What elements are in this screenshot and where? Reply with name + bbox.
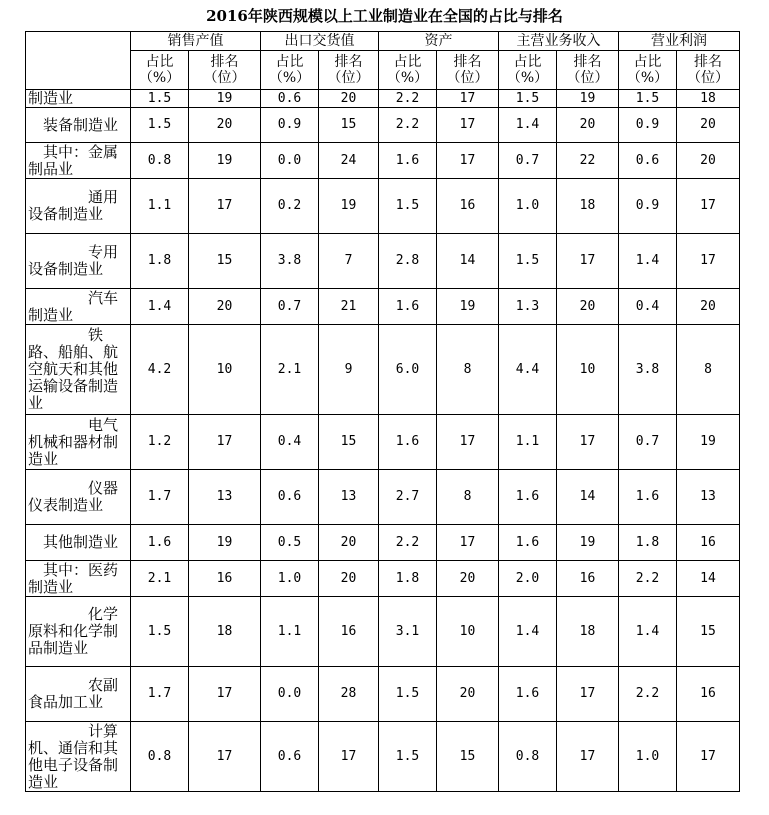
rank-cell: 17 bbox=[677, 234, 740, 289]
rank-cell: 16 bbox=[437, 179, 499, 234]
rank-cell: 17 bbox=[189, 179, 261, 234]
share-header bbox=[619, 51, 677, 90]
rank-cell: 19 bbox=[189, 525, 261, 561]
rank-cell: 16 bbox=[677, 667, 740, 722]
rank-cell: 8 bbox=[437, 325, 499, 415]
rank-cell: 28 bbox=[319, 667, 379, 722]
rank-cell: 18 bbox=[557, 179, 619, 234]
rank-cell: 19 bbox=[557, 90, 619, 108]
share-cell: 1.4 bbox=[619, 234, 677, 289]
row-label: 汽车制造业 bbox=[26, 289, 131, 325]
rank-cell: 16 bbox=[677, 525, 740, 561]
share-cell: 0.9 bbox=[619, 179, 677, 234]
share-cell: 2.2 bbox=[619, 561, 677, 597]
share-cell: 0.7 bbox=[499, 143, 557, 179]
rank-cell: 20 bbox=[557, 289, 619, 325]
rank-cell: 16 bbox=[189, 561, 261, 597]
table-row bbox=[26, 415, 740, 470]
share-cell: 1.5 bbox=[379, 722, 437, 792]
share-cell: 1.7 bbox=[131, 667, 189, 722]
table-row bbox=[26, 597, 740, 667]
rank-cell: 17 bbox=[557, 722, 619, 792]
share-header bbox=[131, 51, 189, 90]
share-cell: 1.6 bbox=[619, 470, 677, 525]
rank-cell: 10 bbox=[437, 597, 499, 667]
share-cell: 0.0 bbox=[261, 667, 319, 722]
group-header: 销售产值 bbox=[131, 32, 261, 51]
rank-cell: 19 bbox=[189, 90, 261, 108]
table-row bbox=[26, 234, 740, 289]
rank-cell: 17 bbox=[557, 415, 619, 470]
share-cell: 1.8 bbox=[379, 561, 437, 597]
rank-cell: 18 bbox=[189, 597, 261, 667]
share-cell: 1.5 bbox=[499, 90, 557, 108]
header-label: 排名 bbox=[694, 54, 722, 70]
header-label: （%） bbox=[626, 70, 669, 86]
rank-cell: 14 bbox=[677, 561, 740, 597]
share-cell: 2.1 bbox=[131, 561, 189, 597]
share-cell: 1.5 bbox=[131, 108, 189, 143]
share-cell: 1.5 bbox=[379, 667, 437, 722]
rank-cell: 14 bbox=[557, 470, 619, 525]
rank-cell: 13 bbox=[319, 470, 379, 525]
share-cell: 1.5 bbox=[499, 234, 557, 289]
share-cell: 1.6 bbox=[379, 415, 437, 470]
rank-cell: 15 bbox=[677, 597, 740, 667]
share-cell: 1.6 bbox=[499, 667, 557, 722]
share-cell: 1.4 bbox=[499, 597, 557, 667]
share-cell: 2.2 bbox=[619, 667, 677, 722]
table-row bbox=[26, 325, 740, 415]
share-cell: 1.5 bbox=[619, 90, 677, 108]
header-label: （位） bbox=[446, 70, 489, 86]
header-label: （位） bbox=[566, 70, 609, 86]
share-cell: 2.0 bbox=[499, 561, 557, 597]
row-label: 制造业 bbox=[26, 90, 131, 108]
row-label: 电气机械和器材制造业 bbox=[26, 415, 131, 470]
rank-cell: 15 bbox=[319, 108, 379, 143]
share-cell: 2.2 bbox=[379, 90, 437, 108]
table-row bbox=[26, 179, 740, 234]
share-cell: 2.2 bbox=[379, 525, 437, 561]
share-cell: 1.4 bbox=[499, 108, 557, 143]
header-label: （%） bbox=[506, 70, 549, 86]
share-cell: 1.0 bbox=[261, 561, 319, 597]
rank-header bbox=[557, 51, 619, 90]
row-label: 其他制造业 bbox=[26, 525, 131, 561]
table-row bbox=[26, 108, 740, 143]
rank-cell: 13 bbox=[677, 470, 740, 525]
table-row bbox=[26, 143, 740, 179]
share-cell: 1.0 bbox=[499, 179, 557, 234]
rank-cell: 18 bbox=[557, 597, 619, 667]
share-cell: 1.1 bbox=[131, 179, 189, 234]
header-label: 排名 bbox=[573, 54, 602, 70]
rank-cell: 20 bbox=[677, 108, 740, 143]
rank-cell: 17 bbox=[677, 722, 740, 792]
header-label: 占比 bbox=[275, 54, 304, 70]
rank-cell: 14 bbox=[437, 234, 499, 289]
rank-cell: 18 bbox=[677, 90, 740, 108]
group-header: 出口交货值 bbox=[261, 32, 379, 51]
rank-cell: 17 bbox=[557, 234, 619, 289]
rank-cell: 24 bbox=[319, 143, 379, 179]
row-label: 铁路、船舶、航空航天和其他运输设备制造业 bbox=[26, 325, 131, 415]
share-cell: 2.2 bbox=[379, 108, 437, 143]
share-cell: 1.8 bbox=[131, 234, 189, 289]
header-label: （位） bbox=[327, 70, 370, 86]
share-cell: 1.6 bbox=[499, 470, 557, 525]
rank-cell: 19 bbox=[557, 525, 619, 561]
share-cell: 0.6 bbox=[619, 143, 677, 179]
share-header bbox=[499, 51, 557, 90]
header-label: （位） bbox=[687, 70, 729, 86]
table-body bbox=[26, 90, 740, 792]
table-row bbox=[26, 470, 740, 525]
share-cell: 1.1 bbox=[499, 415, 557, 470]
share-cell: 0.8 bbox=[499, 722, 557, 792]
row-label: 仪器仪表制造业 bbox=[26, 470, 131, 525]
rank-header bbox=[319, 51, 379, 90]
share-cell: 2.1 bbox=[261, 325, 319, 415]
row-label: 专用设备制造业 bbox=[26, 234, 131, 289]
share-cell: 1.5 bbox=[379, 179, 437, 234]
rank-cell: 17 bbox=[437, 90, 499, 108]
rank-cell: 9 bbox=[319, 325, 379, 415]
rank-header bbox=[189, 51, 261, 90]
table-row bbox=[26, 667, 740, 722]
header-label: 占比 bbox=[633, 54, 662, 70]
header-label: 排名 bbox=[334, 54, 363, 70]
share-cell: 2.7 bbox=[379, 470, 437, 525]
row-label: 通用设备制造业 bbox=[26, 179, 131, 234]
share-header bbox=[379, 51, 437, 90]
share-cell: 1.1 bbox=[261, 597, 319, 667]
share-cell: 0.7 bbox=[261, 289, 319, 325]
row-label: 农副食品加工业 bbox=[26, 667, 131, 722]
table-row bbox=[26, 561, 740, 597]
share-cell: 6.0 bbox=[379, 325, 437, 415]
statistics-table bbox=[25, 31, 740, 792]
share-cell: 4.2 bbox=[131, 325, 189, 415]
rank-cell: 8 bbox=[437, 470, 499, 525]
share-cell: 0.6 bbox=[261, 470, 319, 525]
rank-header bbox=[437, 51, 499, 90]
rank-cell: 17 bbox=[437, 108, 499, 143]
share-cell: 1.2 bbox=[131, 415, 189, 470]
table-row bbox=[26, 90, 740, 108]
rank-cell: 20 bbox=[437, 667, 499, 722]
share-header bbox=[261, 51, 319, 90]
share-cell: 1.6 bbox=[379, 143, 437, 179]
table-row bbox=[26, 289, 740, 325]
table-row bbox=[26, 525, 740, 561]
share-cell: 1.5 bbox=[131, 90, 189, 108]
share-cell: 3.8 bbox=[261, 234, 319, 289]
rank-cell: 22 bbox=[557, 143, 619, 179]
share-cell: 1.0 bbox=[619, 722, 677, 792]
rank-cell: 20 bbox=[557, 108, 619, 143]
rank-cell: 17 bbox=[557, 667, 619, 722]
share-cell: 0.4 bbox=[261, 415, 319, 470]
row-label: 其中：金属制品业 bbox=[26, 143, 131, 179]
header-label: （%） bbox=[268, 70, 311, 86]
share-cell: 0.0 bbox=[261, 143, 319, 179]
rank-cell: 15 bbox=[437, 722, 499, 792]
share-cell: 0.6 bbox=[261, 722, 319, 792]
rank-cell: 15 bbox=[319, 415, 379, 470]
rank-cell: 20 bbox=[677, 289, 740, 325]
rank-cell: 20 bbox=[319, 90, 379, 108]
header-label: 排名 bbox=[453, 54, 482, 70]
share-cell: 0.5 bbox=[261, 525, 319, 561]
rank-cell: 16 bbox=[319, 597, 379, 667]
share-cell: 0.4 bbox=[619, 289, 677, 325]
rank-cell: 17 bbox=[319, 722, 379, 792]
rank-cell: 17 bbox=[437, 525, 499, 561]
share-cell: 1.4 bbox=[131, 289, 189, 325]
share-cell: 1.7 bbox=[131, 470, 189, 525]
rank-cell: 20 bbox=[189, 108, 261, 143]
header-label: （%） bbox=[138, 70, 181, 86]
share-cell: 0.9 bbox=[619, 108, 677, 143]
rank-cell: 19 bbox=[437, 289, 499, 325]
rank-cell: 19 bbox=[319, 179, 379, 234]
rank-cell: 21 bbox=[319, 289, 379, 325]
share-cell: 1.3 bbox=[499, 289, 557, 325]
group-header: 资产 bbox=[379, 32, 499, 51]
rank-cell: 17 bbox=[437, 143, 499, 179]
header-label: 占比 bbox=[145, 54, 174, 70]
row-label: 化学原料和化学制品制造业 bbox=[26, 597, 131, 667]
share-cell: 0.6 bbox=[261, 90, 319, 108]
share-cell: 1.6 bbox=[499, 525, 557, 561]
sub-header-row bbox=[26, 51, 740, 90]
rank-cell: 19 bbox=[677, 415, 740, 470]
rank-cell: 20 bbox=[319, 525, 379, 561]
row-label: 装备制造业 bbox=[26, 108, 131, 143]
share-cell: 0.2 bbox=[261, 179, 319, 234]
header-label: 排名 bbox=[210, 54, 239, 70]
rank-cell: 17 bbox=[437, 415, 499, 470]
share-cell: 0.7 bbox=[619, 415, 677, 470]
table-title: 2016年陕西规模以上工业制造业在全国的占比与排名 bbox=[206, 7, 563, 25]
rank-cell: 13 bbox=[189, 470, 261, 525]
rank-header bbox=[677, 51, 740, 90]
share-cell: 0.8 bbox=[131, 143, 189, 179]
rank-cell: 20 bbox=[319, 561, 379, 597]
share-cell: 0.8 bbox=[131, 722, 189, 792]
header-label: 占比 bbox=[393, 54, 422, 70]
rank-cell: 19 bbox=[189, 143, 261, 179]
rank-cell: 8 bbox=[677, 325, 740, 415]
share-cell: 1.4 bbox=[619, 597, 677, 667]
share-cell: 1.6 bbox=[131, 525, 189, 561]
share-cell: 3.8 bbox=[619, 325, 677, 415]
row-label: 计算机、通信和其他电子设备制造业 bbox=[26, 722, 131, 792]
share-cell: 1.8 bbox=[619, 525, 677, 561]
group-header: 主营业务收入 bbox=[499, 32, 619, 51]
rank-cell: 17 bbox=[677, 179, 740, 234]
rank-cell: 10 bbox=[557, 325, 619, 415]
group-header: 营业利润 bbox=[619, 32, 740, 51]
rank-cell: 10 bbox=[189, 325, 261, 415]
header-label: 占比 bbox=[513, 54, 542, 70]
rank-cell: 17 bbox=[189, 722, 261, 792]
header-label: （%） bbox=[386, 70, 429, 86]
rank-cell: 20 bbox=[677, 143, 740, 179]
share-cell: 0.9 bbox=[261, 108, 319, 143]
share-cell: 1.6 bbox=[379, 289, 437, 325]
rank-cell: 15 bbox=[189, 234, 261, 289]
share-cell: 4.4 bbox=[499, 325, 557, 415]
share-cell: 2.8 bbox=[379, 234, 437, 289]
rank-cell: 17 bbox=[189, 667, 261, 722]
rank-cell: 16 bbox=[557, 561, 619, 597]
share-cell: 3.1 bbox=[379, 597, 437, 667]
table-row bbox=[26, 722, 740, 792]
corner-header-cell bbox=[26, 32, 131, 90]
rank-cell: 20 bbox=[189, 289, 261, 325]
rank-cell: 17 bbox=[189, 415, 261, 470]
header-label: （位） bbox=[203, 70, 246, 86]
rank-cell: 20 bbox=[437, 561, 499, 597]
share-cell: 1.5 bbox=[131, 597, 189, 667]
row-label: 其中：医药制造业 bbox=[26, 561, 131, 597]
rank-cell: 7 bbox=[319, 234, 379, 289]
